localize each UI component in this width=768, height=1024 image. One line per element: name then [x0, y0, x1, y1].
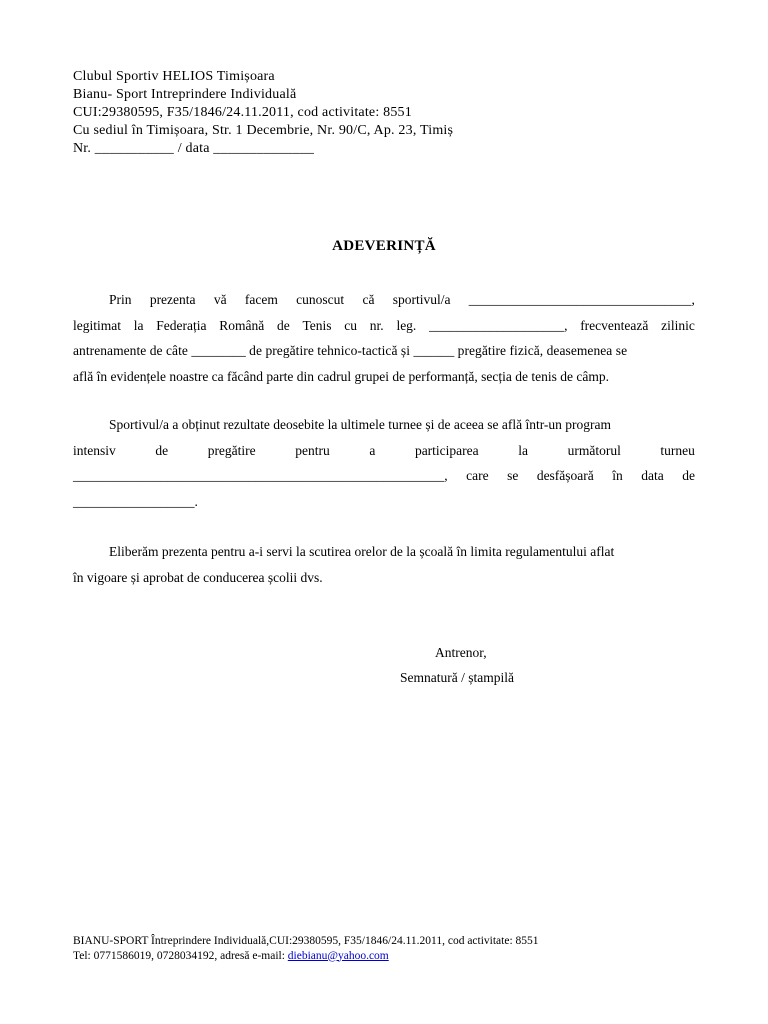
word: turneu: [660, 442, 695, 458]
signature-label: Semnatură / ștampilă: [400, 670, 514, 685]
word: participarea: [414, 442, 479, 458]
footer-phone: Tel: 0771586019, 0728034192, adresă e-mail:: [73, 949, 288, 962]
word: zilinic: [661, 317, 695, 333]
email-link[interactable]: diebianu@yahoo.com: [287, 949, 389, 962]
word: de: [155, 442, 169, 458]
word: la: [518, 442, 528, 458]
company-name: Bianu- Sport Intreprindere Individuală: [73, 87, 297, 102]
word: nr.: [369, 317, 384, 333]
word: leg.: [396, 317, 417, 333]
paragraph-2-line-1: Sportivul/a a obținut rezultate deosebite la ultimele turnee și de aceea se află într-un program: [109, 417, 612, 432]
word: pentru: [295, 442, 330, 458]
paragraph-2-line-3: [73, 463, 695, 489]
athlete-name-blank: _________________________________,: [468, 292, 695, 307]
word: se: [507, 468, 519, 483]
word: cunoscut: [296, 292, 345, 307]
word: Tenis: [302, 317, 332, 333]
paragraph-3-line-2: în vigoare și aprobat de conducerea școlii dvs.: [73, 569, 323, 585]
paragraph-1-line-3: antrenamente de câte ________ de pregătire tehnico-tactică și ______ pregătire fizică, deasemenea se: [73, 343, 628, 358]
document-footer: [73, 934, 539, 963]
paragraph-2-line-2: [73, 438, 695, 464]
club-address: Cu sediul în Timișoara, Str. 1 Decembrie, Nr. 90/C, Ap. 23, Timiș: [73, 123, 454, 138]
number-date-line: Nr. ___________ / data ______________: [73, 141, 315, 156]
paragraph-1: [73, 287, 695, 389]
club-header: [73, 68, 453, 158]
word: Română: [219, 317, 265, 333]
word: că: [362, 292, 375, 307]
tournament-date-blank: __________________.: [73, 493, 198, 509]
word: la: [133, 317, 144, 333]
word: în: [612, 468, 623, 483]
word: următorul: [567, 442, 621, 458]
document-title: ADEVERINȚĂ: [332, 238, 436, 254]
word: Federația: [156, 317, 207, 333]
signature-role: Antrenor,: [435, 645, 487, 660]
paragraph-2: [73, 412, 695, 514]
word: Prin: [109, 292, 132, 307]
word: desfășoară: [536, 468, 594, 483]
license-number-blank: ____________________,: [429, 317, 568, 333]
word: vă: [213, 292, 227, 307]
paragraph-3: [73, 539, 695, 590]
word: intensiv: [73, 442, 116, 458]
tournament-name-blank: _______________________________________________________,: [73, 468, 448, 483]
paragraph-1-line-2: [73, 313, 695, 339]
word: facem: [244, 292, 278, 307]
word: data: [641, 468, 664, 483]
word: care: [466, 468, 489, 483]
club-name: Clubul Sportiv HELIOS Timișoara: [73, 69, 275, 84]
word: pregătire: [207, 442, 256, 458]
paragraph-1-line-4: află în evidențele noastre ca făcând parte din cadrul grupei de performanță, secția de tenis de câmp.: [73, 368, 609, 384]
word: de: [276, 317, 290, 333]
footer-company-info: BIANU-SPORT Întreprindere Individuală,CUI:29380595, F35/1846/24.11.2011, cod activitate: 8551: [73, 935, 539, 947]
word: a: [369, 442, 376, 458]
footer-contact-line: [73, 949, 539, 964]
word: sportivul/a: [392, 292, 451, 307]
registration-info: CUI:29380595, F35/1846/24.11.2011, cod activitate: 8551: [73, 105, 412, 120]
paragraph-3-line-1: Eliberăm prezenta pentru a-i servi la scutirea orelor de la școală în limita regulamentului aflat: [109, 544, 615, 559]
word: prezenta: [149, 292, 196, 307]
word: de: [682, 468, 695, 483]
paragraph-1-line-1: [73, 287, 695, 313]
word: legitimat: [73, 317, 121, 333]
word: frecventează: [580, 317, 649, 333]
word: cu: [344, 317, 358, 333]
